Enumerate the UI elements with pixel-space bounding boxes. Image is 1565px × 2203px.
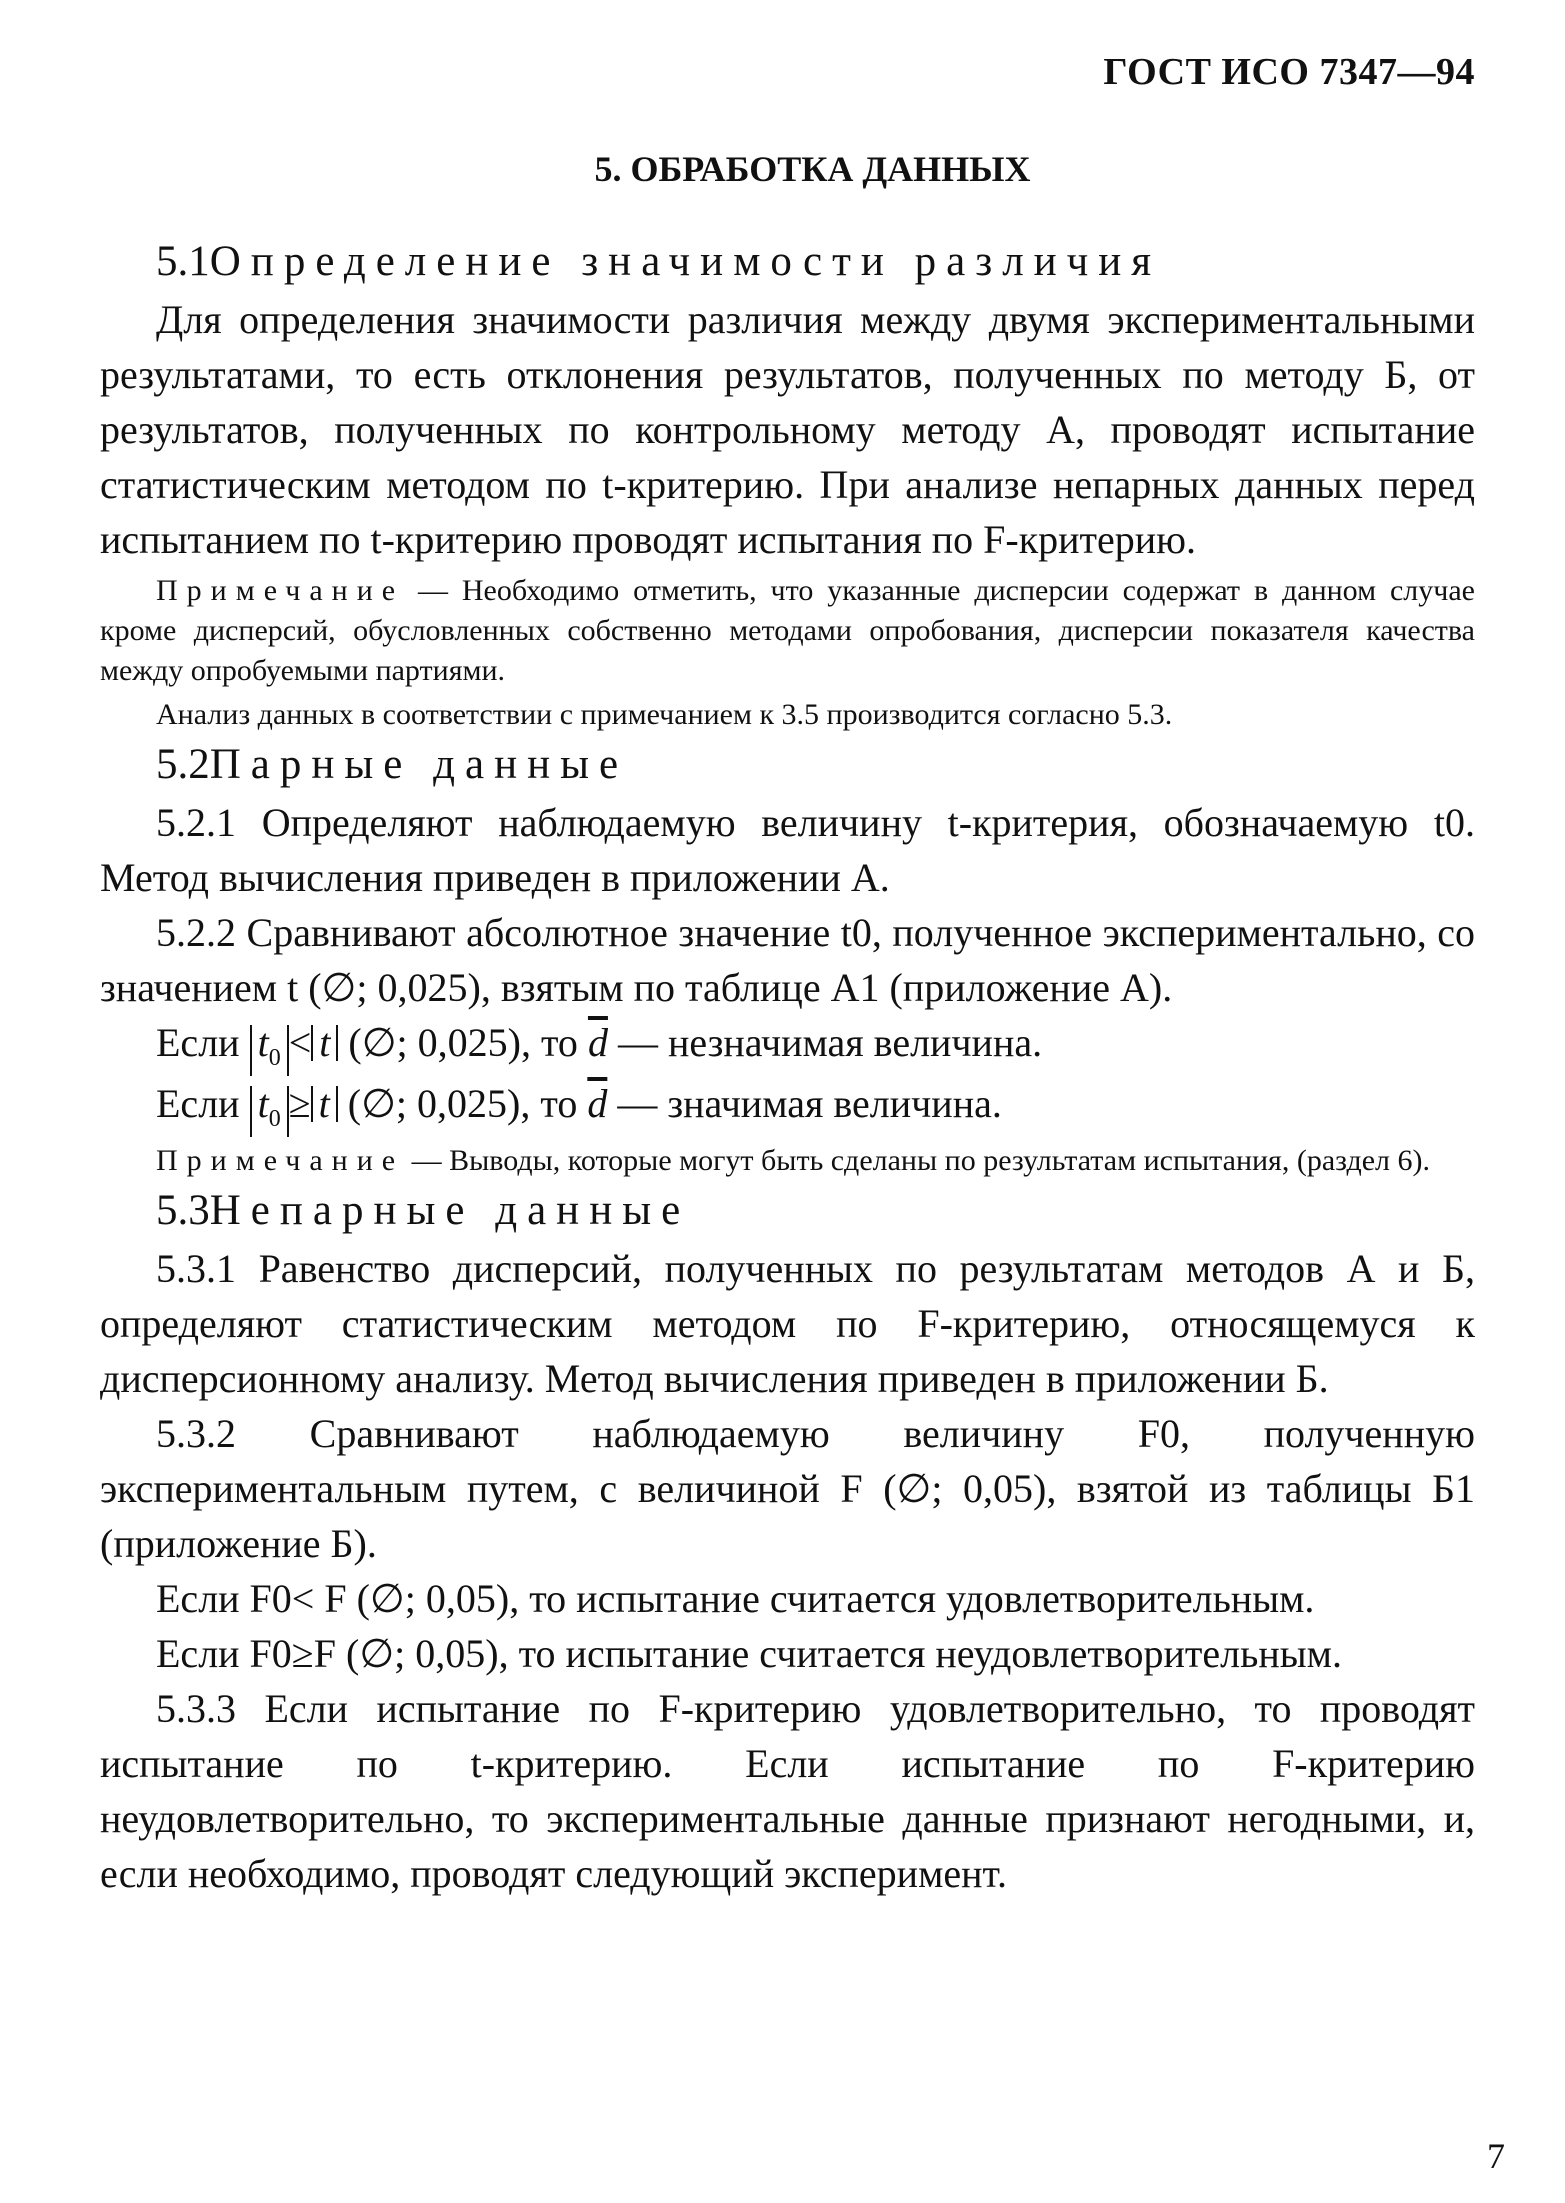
document-body	[100, 232, 1475, 1901]
abs-t0	[250, 1020, 289, 1076]
subscript: 0	[268, 1045, 281, 1071]
standard-designation: ГОСТ ИСО 7347—94	[1103, 51, 1475, 93]
t-symbol: t	[319, 1020, 331, 1065]
operator: ≥	[288, 1081, 311, 1126]
subsection-title: Непарные данные	[209, 1187, 691, 1234]
abs-t	[311, 1020, 338, 1065]
note-5-2	[100, 1141, 1475, 1181]
condition-insignificant	[100, 1015, 1475, 1076]
result-text: — значимая величина.	[617, 1081, 1002, 1126]
subsection-number: 5.3	[156, 1187, 210, 1234]
arguments: (∅; 0,025), то	[348, 1020, 578, 1065]
abs-t0	[250, 1081, 289, 1137]
subsection-number: 5.1	[156, 238, 210, 285]
paragraph-5-3-1: 5.3.1 Равенство дисперсий, полученных по результатам методов А и Б, определяют статистическим методом по F-критерию, относящемуся к дисперсионному анализу. Метод вычисления приведен в приложении Б.	[100, 1246, 1475, 1401]
analysis-note: Анализ данных в соответствии с примечанием к 3.5 производится согласно 5.3.	[156, 698, 1173, 731]
subsection-5-2-heading	[100, 735, 1475, 795]
page-number: 7	[1487, 2136, 1505, 2176]
d-bar-symbol: $\overline{d}$	[587, 1081, 608, 1126]
note-label: Примечание	[156, 1144, 405, 1177]
t-symbol: t	[257, 1020, 269, 1065]
condition-significant	[100, 1076, 1475, 1137]
paragraph-5-3-3: 5.3.3 Если испытание по F-критерию удовлетворительно, то проводят испытание по t-критерию. Если испытание по F-критерию неудовлетворительно, то экспериментальные данные признают негодными, и, если необходимо, проводят следующий эксперимент.	[100, 1686, 1475, 1896]
paragraph-5-3-2: 5.3.2 Сравнивают наблюдаемую величину F0, полученную экспериментальным путем, с величиной F (∅; 0,05), взятой из таблицы Б1 (приложение Б).	[100, 1411, 1475, 1566]
subsection-title: Определение значимости различия	[209, 238, 1162, 285]
paragraph-5-2-1: 5.2.1 Определяют наблюдаемую величину t-критерия, обозначаемую t0. Метод вычисления приведен в приложении А.	[100, 800, 1475, 900]
subsection-title: Парные данные	[209, 741, 629, 788]
if-word: Если	[156, 1020, 240, 1065]
note-label: Примечание	[156, 574, 405, 607]
subsection-number: 5.2	[156, 741, 210, 788]
condition-unsatisfactory: Если F0≥F (∅; 0,05), то испытание считается неудовлетворительным.	[156, 1631, 1342, 1676]
d-bar-symbol: $\overline{d}$	[587, 1020, 608, 1065]
arguments: (∅; 0,025), то	[347, 1081, 578, 1126]
condition-satisfactory: Если F0< F (∅; 0,05), то испытание считается удовлетворительным.	[156, 1576, 1315, 1621]
paragraph-5-1: Для определения значимости различия между двумя экспериментальными результатами, то есть отклонения результатов, полученных по методу Б, от результатов, полученных по контрольному методу А, проводят испытание статистическим методом по t-критерию. При анализе непарных данных перед испытанием по t-критерию проводят испытания по F-критерию.	[100, 297, 1475, 562]
note-text: — Выводы, которые могут быть сделаны по результатам испытания, (раздел 6).	[404, 1144, 1431, 1177]
if-word: Если	[156, 1081, 240, 1126]
result-text: — незначимая величина.	[617, 1020, 1043, 1065]
t-symbol: t	[318, 1081, 330, 1126]
t-symbol: t	[257, 1081, 269, 1126]
subsection-5-3-heading	[100, 1181, 1475, 1241]
section-title: 5. ОБРАБОТКА ДАННЫХ	[594, 149, 1031, 189]
subsection-5-1-heading	[100, 232, 1475, 292]
subscript: 0	[268, 1106, 281, 1132]
note-text: — Необходимо отметить, что указанные дисперсии содержат в данном случае кроме дисперсий, обусловленных собственно методами опробования, дисперсии показателя качества между опробуемыми партиями.	[100, 574, 1475, 687]
note-5-1	[100, 571, 1475, 691]
paragraph-5-2-2: 5.2.2 Сравнивают абсолютное значение t0, полученное экспериментально, со значением t (∅; 0,025), взятым по таблице А1 (приложение А).	[100, 910, 1475, 1010]
operator: <	[288, 1020, 312, 1065]
abs-t	[311, 1081, 338, 1126]
